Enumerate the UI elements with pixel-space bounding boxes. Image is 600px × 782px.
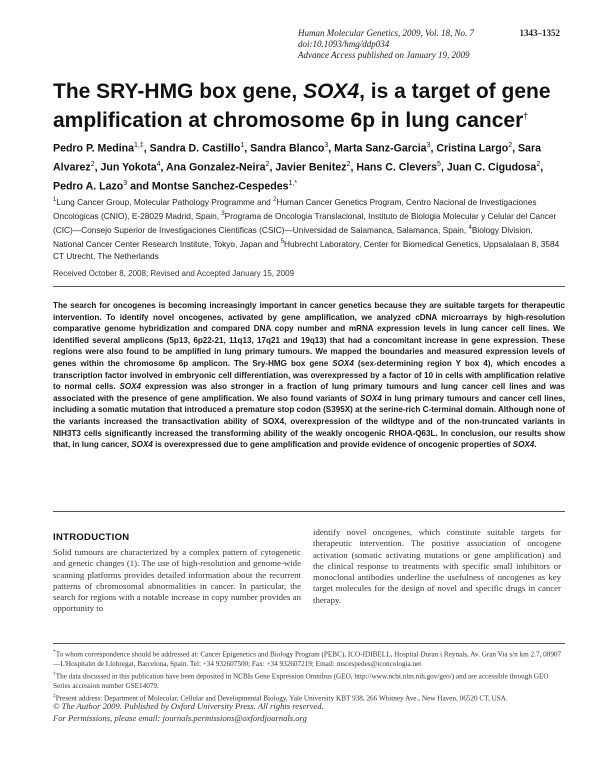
author-affiliation-mark: 2 <box>90 161 95 169</box>
affiliation-text: Human Cancer Genetics Program, Centro Nacional de Investigaciones Oncologicas (CNIO), E-28029 Madrid, Spain, <box>53 196 537 221</box>
doi-link[interactable]: doi:10.1093/hmg/ddp034 <box>298 39 390 49</box>
author-name: Hans C. Clevers <box>356 161 438 174</box>
abstract <box>53 300 565 451</box>
author-name: Marta Sanz-Garcia <box>334 142 427 155</box>
footnote-mark: * <box>53 649 56 655</box>
author-name: Cristina Largo <box>436 142 509 155</box>
section-heading-introduction: INTRODUCTION <box>53 532 130 543</box>
abstract-gene-name: SOX4 <box>332 358 354 368</box>
footnote-mark: ‡ <box>53 693 56 700</box>
author-affiliation-mark: 1,* <box>288 180 298 188</box>
affiliation-text: Programa de Oncologia Translacional, Instituto de Biologia Molecular y Celular del Cancer (CIC)—Consejo Superior de Investigaciones Cientificas (CSIC)—Universidad de Salamanca, Salamanca, Spain, <box>53 210 557 235</box>
author-separator: , <box>244 142 251 155</box>
footnote-text: The data discussed in this publication have been deposited in NCBIs Gene Expression Omnibus (GEO, http://www.ncbi.nlm.nih.gov/geo/) and are accessible through GEO Series accession number GSE14079. <box>53 672 549 690</box>
author-affiliation-mark: 2 <box>346 161 351 169</box>
copyright-notice <box>53 700 563 724</box>
affiliation-text: Biology Division, National Cancer Center Research Institute, Tokyo, Japan and <box>53 224 533 249</box>
paper-title <box>53 80 563 133</box>
author-name: Jun Yokota <box>100 161 157 174</box>
author-affiliation-mark: 2 <box>265 161 270 169</box>
author-affiliation-mark: 3 <box>123 180 128 188</box>
intro-column-left: Solid tumours are characterized by a complex pattern of cytogenetic and genetic changes (1). The use of high-resolution and genome-wide scanning platforms provides detailed information about the recurrent patterns of chromosomal abnormalities in cancer. In particular, the search for regions with a notable increase in copy number provides an opportunity to <box>53 547 301 614</box>
affiliation-number: 1 <box>53 197 57 203</box>
author-name: Pedro A. Lazo <box>53 180 124 193</box>
abstract-text: (sex-determining region Y box 4), which encodes a transcription factor involved in embryonic cell differentiation, was overexpressed by a factor of 10 in cells with amplification relative to normal cells. <box>53 358 565 392</box>
author-name: Sandra D. Castillo <box>149 142 241 155</box>
author-separator: , <box>540 161 544 174</box>
divider-top <box>53 286 565 287</box>
author-affiliation-mark: 3 <box>324 142 329 149</box>
affiliation-number: 4 <box>468 225 472 232</box>
author-separator: , <box>512 142 518 155</box>
permissions-line: For Permissions, please email: journals.permissions@oxfordjournals.org <box>53 713 307 723</box>
affiliation-number: 2 <box>273 197 277 203</box>
abstract-gene-name: SOX4 <box>131 440 153 450</box>
author-separator: , <box>350 161 357 174</box>
author-list <box>53 138 565 195</box>
author-separator: , <box>143 142 150 155</box>
affiliation-text: Lung Cancer Group, Molecular Pathology Programme and <box>56 196 274 207</box>
received-dates: Received October 8, 2008; Revised and Accepted January 15, 2009 <box>53 269 295 278</box>
footnote-text: Present address: Department of Molecular, Cellular and Developmental Biology, Yale University KBT 938, 266 Whitney Ave., New Haven, 06520 CT, USA. <box>55 694 508 703</box>
affiliation-number: 3 <box>221 211 225 218</box>
footnote <box>53 648 563 669</box>
author-name: Pedro P. Medina <box>53 142 135 155</box>
author-affiliation-mark: 1,‡ <box>134 142 144 149</box>
page-range: 1343–1352 <box>519 28 560 38</box>
copyright-line: © The Author 2009. Published by Oxford University Press. All rights reserved. <box>53 701 324 711</box>
author-name: Javier Benitez <box>275 161 347 174</box>
footnote-mark: † <box>53 671 56 678</box>
journal-citation: Human Molecular Genetics, 2009, Vol. 18, No. 7 <box>298 28 474 38</box>
abstract-gene-name: SOX4 <box>119 382 142 392</box>
abstract-text: in lung primary tumours and cancer cell lines, including a somatic mutation that introduced a premature stop codon (S395X) at the serine-rich C-terminal domain. Although none of the variants increased the transactivation ability of SOX4, overexpression of the wildtype and of the non-truncated variants in NIH3T3 cells significantly increased the transforming ability of the weakly oncogenic RHOA-Q63L. In conclusion, our results show that, in lung cancer, <box>53 393 566 450</box>
divider-bottom <box>53 511 565 512</box>
author-affiliation-mark: 2 <box>508 142 513 149</box>
affiliation-text: Hubrecht Laboratory, Center for Biomedical Genetics, Uppsalalaan 8, 3584 CT Utrecht, The Netherlands <box>53 238 560 262</box>
author-separator: , <box>269 161 276 174</box>
author-separator: , <box>94 161 101 174</box>
abstract-gene-name: SOX4 <box>360 393 382 403</box>
affiliations <box>53 194 565 263</box>
title-part-2: , is a target of gene amplification at chromosome 6p in lung cancer <box>53 80 551 132</box>
author-separator: , <box>160 161 167 174</box>
author-name: Ana Gonzalez-Neira <box>166 161 266 174</box>
title-part-1: The SRY-HMG box gene, <box>53 80 304 103</box>
author-separator: , <box>328 142 335 155</box>
author-name: Montse Sanchez-Cespedes <box>151 180 289 193</box>
abstract-gene-name: SOX4 <box>512 440 535 450</box>
author-separator: and <box>127 180 152 193</box>
footnote <box>53 670 563 691</box>
author-affiliation-mark: 3 <box>426 142 431 149</box>
journal-header <box>298 28 560 61</box>
author-affiliation-mark: 1 <box>240 142 245 149</box>
author-separator: , <box>430 142 437 155</box>
title-gene: SOX4 <box>303 80 360 103</box>
author-name: Juan C. Cigudosa <box>446 161 537 174</box>
advance-access-date: Advance Access published on January 19, 2009 <box>298 50 470 60</box>
intro-column-right: identify novel oncogenes, which constitute suitable targets for therapeutic intervention. The positive association of oncogene activation (somatic activating mutations or gene amplification) and the clinical response to treatments with specific small inhibitors or monoclonal antibodies underline the usefulness of oncogenes as key target molecules for the design of novel and specific drugs in cancer therapy. <box>313 527 561 605</box>
author-name: Sandra Blanco <box>250 142 325 155</box>
footnote-divider <box>53 643 565 644</box>
abstract-text: expression was also stronger in a fraction of lung primary tumours and lung cancer cell lines and was associated with the presence of gene amplification. We also found variants of <box>53 382 565 403</box>
abstract-text: is overexpressed due to gene amplification and provide evidence of oncogenic properties of <box>152 440 513 450</box>
author-affiliation-mark: 4 <box>156 161 161 169</box>
footnotes <box>53 648 563 705</box>
author-name: Sara Alvarez <box>53 142 541 174</box>
abstract-text: . <box>534 440 537 450</box>
author-separator: , <box>440 161 447 174</box>
title-footnote-mark: † <box>523 111 529 121</box>
abstract-text: The search for oncogenes is becoming increasingly important in cancer genetics because they are suitable targets for therapeutic intervention. To identify novel oncogenes, activated by gene amplification, we analyzed cDNA microarrays by high-resolution comparative genome hybridization and compared DNA copy number and mRNA expression levels in lung cancer cell lines. We identified several amplicons (5p13, 6p22-21, 11q13, 17q21 and 19q13) that had a concomitant increase in gene expression. These regions were also found to be amplified in lung primary tumours. We mapped the boundaries and measured expression levels of genes within the chromosome 6p amplicon. The Sry-HMG box gene <box>53 301 565 368</box>
author-affiliation-mark: 5 <box>437 161 441 169</box>
affiliation-number: 5 <box>280 239 285 246</box>
footnote-text: To whom correspondence should be addressed at: Cancer Epigenetics and Biology Program (PEBC), ICO-IDIBELL, Hospital Duran i Reynals, Av. Gran Via s/n km 2.7, 08907—L'Hospitalet de Llobregat, Barcelona, Spain. Tel: +34 932607500; Fax: +34 932607219; Email: mscespedes@iconcologia.net <box>53 650 562 668</box>
author-affiliation-mark: 2 <box>536 161 541 169</box>
